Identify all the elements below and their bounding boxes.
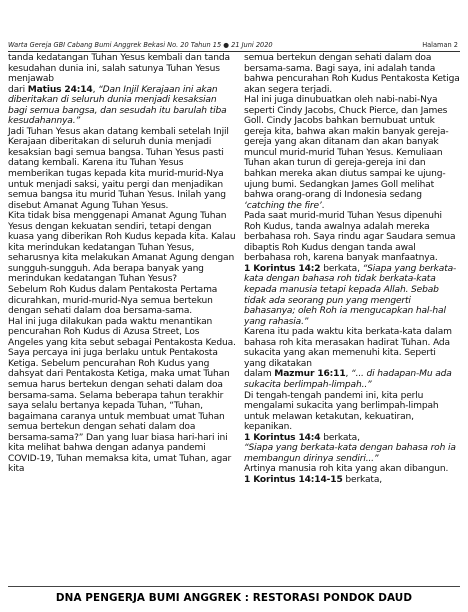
paragraph bbox=[244, 475, 460, 486]
scripture-reference: Matius 24:14 bbox=[27, 84, 93, 95]
left-column bbox=[8, 53, 236, 475]
paragraph: Pada saat murid-murid Tuhan Yesus dipenuhi Roh Kudus, tanda awalnya adalah mereka berbahasa roh. Saya rindu agar Saudara semua dibaptis Roh Kudus dengan tanda awal berbahasa roh, karena banyak manfaatnya. bbox=[244, 211, 456, 264]
paragraph-text: Karena itu pada waktu kita berkata-kata dalam bahasa roh kita merasakan hadirat Tuhan. Ada sukacita yang akan memenuhi kita. Seperti yang dikatakan bbox=[244, 327, 452, 369]
footer-divider bbox=[8, 586, 460, 587]
ref-separator: , bbox=[92, 84, 99, 95]
header-divider bbox=[8, 51, 460, 52]
paragraph: Kita tidak bisa menggenapi Amanat Agung Tuhan Yesus dengan kekuatan sendiri, tetapi dengan kuasa yang diberikan Roh Kudus kepada kita. Kalau kita merindukan kedatangan Tuhan Yesus, seharusnya kita melakukan Amanat Agung dengan sungguh-sungguh. Ada berapa banyak yang merindukan kedatangan Tuhan Yesus? bbox=[8, 211, 236, 285]
page-number: Halaman 2 bbox=[422, 41, 458, 49]
paragraph: Sebelum Roh Kudus dalam Pentakosta Pertama dicurahkan, murid-murid-Nya semua bertekun dengan sehati dalam doa bersama-sama. bbox=[8, 285, 218, 317]
ref-separator: berkata, bbox=[342, 474, 382, 485]
paragraph bbox=[244, 443, 460, 464]
scripture-reference: Mazmur 16:11 bbox=[274, 369, 346, 380]
ref-separator: berkata, bbox=[320, 263, 363, 274]
right-column bbox=[244, 53, 460, 485]
ref-prefix: dari bbox=[8, 84, 28, 95]
scripture-reference: 1 Korintus 14:4 bbox=[244, 432, 321, 443]
scripture-reference: 1 Korintus 14:14-15 bbox=[244, 474, 343, 485]
quote-text: ‘catching the fire’ bbox=[244, 200, 322, 211]
scripture-quote: “Dan Injil Kerajaan ini akan diberitakan di seluruh dunia menjadi kesaksian bagi semua bangsa, dan sesudah itu barulah tiba kesudahannya.” bbox=[8, 84, 227, 127]
paragraph bbox=[244, 433, 460, 444]
bulletin-info: Warta Gereja GBI Cabang Bumi Anggrek Bekasi No. 20 Tahun 15 ● 21 Juni 2020 bbox=[8, 41, 273, 49]
paragraph bbox=[8, 53, 236, 127]
ref-separator: berkata, bbox=[320, 432, 360, 443]
scripture-reference: 1 Korintus 14:2 bbox=[244, 263, 321, 274]
paragraph bbox=[244, 327, 460, 390]
paragraph-text: tanda kedatangan Tuhan Yesus kembali dan tanda kesudahan dunia ini, salah satunya Tuhan Yesus menjawab bbox=[8, 53, 230, 85]
paragraph: semua bertekun dengan sehati dalam doa bersama-sama. Bagi saya, ini adalah tanda bahwa pencurahan Roh Kudus Pentakosta Ketiga akan segera terjadi. bbox=[244, 53, 460, 95]
paragraph-text: Hal ini juga dinubuatkan oleh nabi-nabi-Nya seperti Cindy Jacobs, Chuck Pierce, dan James Goll. Cindy Jacobs bahkan bernubuat untuk gereja kita, bahwa akan makin banyak gereja-gereja yang akan ditanam dan akan banyak muncul murid-murid Tuhan Yesus. Kemuliaan Tuhan akan turun di gereja-gereja ini dan bahkan mereka akan diutus sampai ke ujung-ujung bumi. Sedangkan James Goll melihat bahwa orang-orang di Indonesia sedang bbox=[244, 95, 449, 201]
paragraph: Hal ini juga dilakukan pada waktu menantikan pencurahan Roh Kudus di Azusa Street, Los Angeles yang kita sebut sebagai Pentakosta Kedua. Saya percaya ini juga berlaku untuk Pentakosta Ketiga. Sebelum pencurahan Roh Kudus yang dahsyat dari Pentakosta Ketiga, maka umat Tuhan semua harus bertekun dengan sehati dalam doa bersama-sama. Selama beberapa tahun terakhir saya selalu bertanya kepada Tuhan, “Tuhan, bagaimana caranya untuk membuat umat Tuhan semua bertekun dengan sehati dalam doa bersama-sama?” Dan yang luar biasa hari-hari ini kita melihat bahwa dengan adanya pandemi COVID-19, Tuhan memaksa kita, umat Tuhan, agar kita bbox=[8, 316, 236, 475]
page-header bbox=[0, 0, 468, 50]
paragraph: Di tengah-tengah pandemi ini, kita perlu mengalami sukacita yang berlimpah-limpah untuk melawan ketakutan, kekuatiran, kepanikan. bbox=[244, 390, 439, 433]
ref-prefix: dalam bbox=[244, 369, 275, 380]
paragraph bbox=[244, 95, 460, 211]
punctuation: . bbox=[321, 200, 325, 211]
page-footer: DNA PENGERJA BUMI ANGGREK : RESTORASI PONDOK DAUD bbox=[55, 592, 413, 604]
scripture-quote: “Siapa yang berkata-kata dengan bahasa roh ia membangun dirinya sendiri...” bbox=[244, 443, 456, 464]
paragraph: Jadi Tuhan Yesus akan datang kembali setelah Injil Kerajaan diberitakan di seluruh dunia menjadi kesaksian bagi semua bangsa. Tuhan Yesus pasti datang kembali. Karena itu Tuhan Yesus memberikan tugas kepada kita murid-murid-Nya untuk menjadi saksi, yaitu pergi dan menjadikan semua bangsa itu murid Tuhan Yesus. Inilah yang disebut Amanat Agung Tuhan Yesus. bbox=[8, 126, 229, 211]
paragraph bbox=[244, 264, 460, 327]
scripture-quote: “Siapa yang berkata-kata dengan bahasa roh tidak berkata-kata kepada manusia tetapi kepada Allah. Sebab tidak ada seorang pun yang mengerti bahasanya; oleh Roh ia mengucapkan hal-hal yang rahasia.” bbox=[244, 263, 457, 327]
scripture-quote: “... di hadapan-Mu ada sukacita berlimpah-limpah..” bbox=[244, 369, 452, 390]
paragraph: Artinya manusia roh kita yang akan dibangun. bbox=[244, 464, 449, 475]
ref-separator: , bbox=[345, 369, 352, 380]
